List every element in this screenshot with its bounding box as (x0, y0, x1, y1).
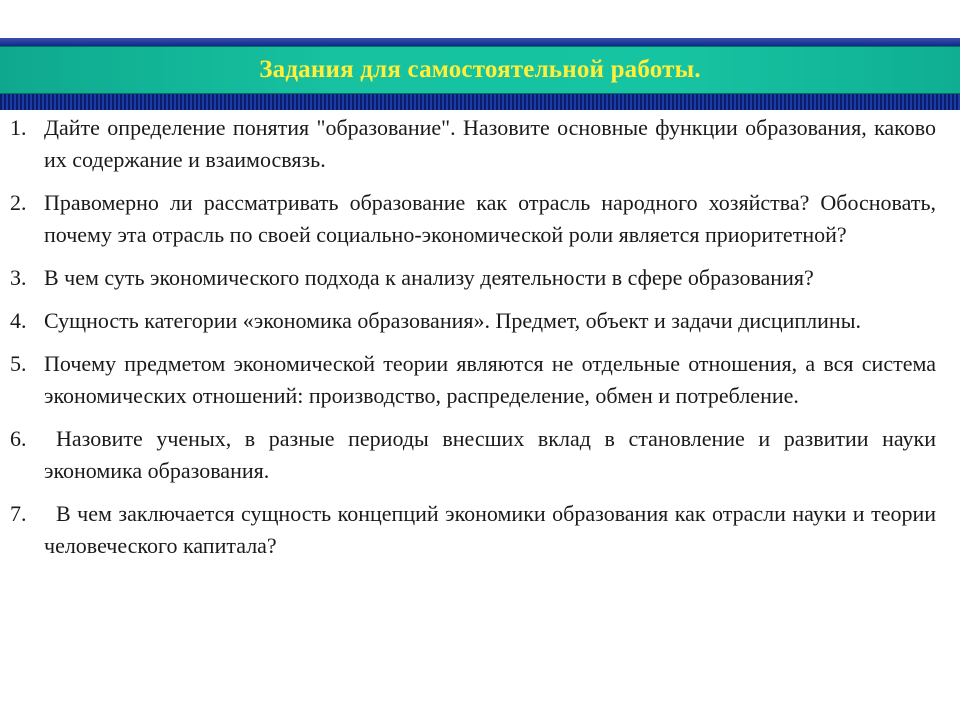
task-item (10, 348, 936, 412)
task-item (10, 305, 936, 337)
task-item (10, 112, 936, 176)
task-text: Сущность категории «экономика образования». Предмет, объект и задачи дисциплины. (44, 308, 861, 333)
header-top-stripe (0, 38, 960, 46)
header-bottom-stripe (0, 94, 960, 110)
task-number: 7. (10, 501, 27, 526)
task-text: В чем заключается сущность концепций экономики образования как отрасли науки и теории человеческого капитала? (44, 501, 936, 558)
task-list (10, 112, 936, 573)
task-number: 1. (10, 115, 27, 140)
task-text: Почему предметом экономической теории являются не отдельные отношения, а вся система экономических отношений: производство, распределение, обмен и потребление. (44, 351, 936, 408)
task-number: 4. (10, 308, 27, 333)
slide-title: Задания для самостоятельной работы. (259, 56, 701, 83)
task-item (10, 187, 936, 251)
task-number: 5. (10, 351, 27, 376)
task-item (10, 498, 936, 562)
task-item (10, 423, 936, 487)
task-text: Дайте определение понятия "образование". Назовите основные функции образования, каково их содержание и взаимосвязь. (44, 115, 936, 172)
task-item (10, 262, 936, 294)
task-text: Правомерно ли рассматривать образование как отрасль народного хозяйства? Обосновать, почему эта отрасль по своей социально-экономической роли является приоритетной? (44, 190, 936, 247)
task-text: В чем суть экономического подхода к анализу деятельности в сфере образования? (44, 265, 814, 290)
task-number: 6. (10, 426, 27, 451)
task-number: 3. (10, 265, 27, 290)
task-number: 2. (10, 190, 27, 215)
task-text: Назовите ученых, в разные периоды внесших вклад в становление и развитии науки экономика образования. (44, 426, 936, 483)
